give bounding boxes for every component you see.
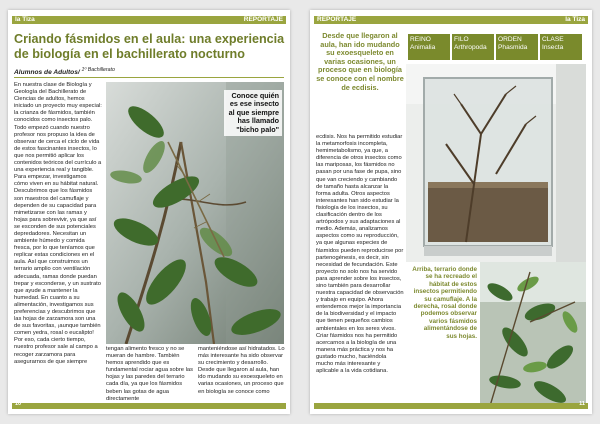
- photos-caption: Arriba, terrario donde se ha recreado el hábitat de estos insectos permitiendo su camuflaje. A la derecha, rosal donde podemos observar varios fásmidos alimentándose de sus hojas.: [412, 266, 477, 340]
- rose-bush-photo-illustration: [480, 262, 586, 406]
- taxonomy-name: Phasmida: [498, 43, 528, 51]
- author-divider: [14, 77, 284, 78]
- terrarium-photo-illustration: [406, 64, 586, 262]
- taxonomy-rank: FILO: [454, 36, 469, 43]
- right-page-number: 11: [579, 401, 585, 407]
- left-header-bar: [12, 16, 286, 24]
- taxonomy-box-class: [540, 34, 582, 60]
- taxonomy-box-order: [496, 34, 538, 60]
- taxonomy-name: Insecta: [542, 43, 564, 51]
- left-column-3: manteniéndose así hidratados. Lo más interesante ha sido observar su crecimiento y desarrollo. Desde que llegaron al aula, han ido mudando su exoesqueleto en varias ocasiones, un proceso que en biología se conoce como: [198, 346, 285, 395]
- left-column-1: En nuestra clase de Biología y Geología del Bachillerato de Ciencias de adultos, hemos iniciado un proyecto muy especial: la crianza de fásmidos, también conocidos como insectos palo. Todo empezó cuando nuestro profesor nos propuso la idea de observar de cerca el ciclo de vida de estos fascinantes insectos, lo que nos permitió aplicar los contenidos teóricos del currículo a una experiencia real y tangible. Para empezar, investigamos cómo viven en su hábitat natural. Descubrimos que los fásmidos son maestros del camuflaje y dependen de su capacidad para mimetizarse con las ramas y hojas para sobrevivir, ya que así se esconden de sus potenciales depredadores. Necesitan un ambiente húmedo y comida fresca, por lo que teníamos que replicar estas condiciones en el aula. Así que construimos un terrario amplio con ventilación adecuada, ramas donde puedan trepar y esconderse, y un sustrato que ayude a mantener la humedad. En cuanto a su alimentación, investigamos sus preferencias y descubrimos que las hojas de zarzamora son una de sus favoritas, ¡aunque también comen yedra, rosal o eucalipto! Por eso, cada cierto tiempo, nuestro profesor sale al campo a recoger zarzamora para asegurarnos de que siempre: [14, 82, 102, 365]
- left-column-2: tengan alimento fresco y no se mueran de hambre. También hemos aprendido que es fundamental rociar agua sobre las hojas y las paredes del terrario cada día, ya que los fásmidos beben las gotas de agua directamente: [106, 346, 193, 402]
- left-page: [8, 10, 290, 414]
- terrarium-photo: [406, 64, 586, 262]
- taxonomy-name: Animalia: [410, 43, 436, 51]
- taxonomy-box-phylum: [452, 34, 494, 60]
- pull-quote: Desde que llegaron al aula, han ido mudando su exoesqueleto en varias ocasiones, un proceso que en biología se conoce con el nombre de ecdisis.: [316, 31, 404, 92]
- right-header-bar: [314, 16, 588, 24]
- article-title: Criando fásmidos en el aula: una experiencia de biología en el bachillerato nocturno: [14, 32, 285, 61]
- left-page-number: 10: [15, 401, 22, 407]
- taxonomy-rank: ORDEN: [498, 36, 522, 43]
- taxonomy-rank: CLASE: [542, 36, 564, 43]
- left-footer-bar: [12, 403, 286, 409]
- author-name: Alumnos de Adultos/: [14, 69, 80, 77]
- stick-insect-photo: [106, 82, 284, 344]
- taxonomy-box-kingdom: [408, 34, 450, 60]
- right-body-column: ecdisis. Nos ha permitido estudiar la metamorfosis incompleta, hemimetabolismo, ya que, a diferencia de otros insectos como las mariposas, los fásmidos no pasan por una fase de pupa, sino que van creciendo y cambiando de tamaño hasta alcanzar la forma adulta. Otros aspectos interesantes han sido estudiar la fisiología de los insectos, su clasificación dentro de los artrópodos y sus adaptaciones al medio. Además, analizamos aspectos como su reproducción, ya que algunas especies de fásmidos pueden reproducirse por partenogénesis, es decir, sin necesidad de fecundación. Este proyecto no solo nos ha servido para aprender sobre los insectos, sino también para desarrollar nuestra capacidad de observación y trabajo en equipo. Ahora entendemos mejor la importancia de la biodiversidad y el impacto que tienen pequeños cambios ambientales en los seres vivos. Criar fásmidos nos ha permitido acercarnos a la biología de una manera más práctica y nos ha gustado mucho, haciéndola mucho más interesante y aplicable a la vida cotidiana.: [316, 134, 404, 375]
- photo-caption: Conoce quién es ese insecto al que siempre has llamado "bicho palo": [224, 90, 282, 136]
- taxonomy-name: Arthropoda: [454, 43, 487, 51]
- author-grade: 1º Bachillerato: [81, 67, 115, 73]
- right-header-magazine: la Tiza: [565, 16, 585, 23]
- rose-bush-photo: [480, 262, 586, 406]
- left-header-section: REPORTAJE: [243, 16, 283, 23]
- right-footer-bar: [314, 403, 588, 409]
- article-author: [14, 67, 115, 76]
- right-page: [310, 10, 592, 414]
- left-header-magazine: la Tiza: [15, 16, 35, 23]
- taxonomy-rank: REINO: [410, 36, 431, 43]
- right-header-section: REPORTAJE: [317, 16, 357, 23]
